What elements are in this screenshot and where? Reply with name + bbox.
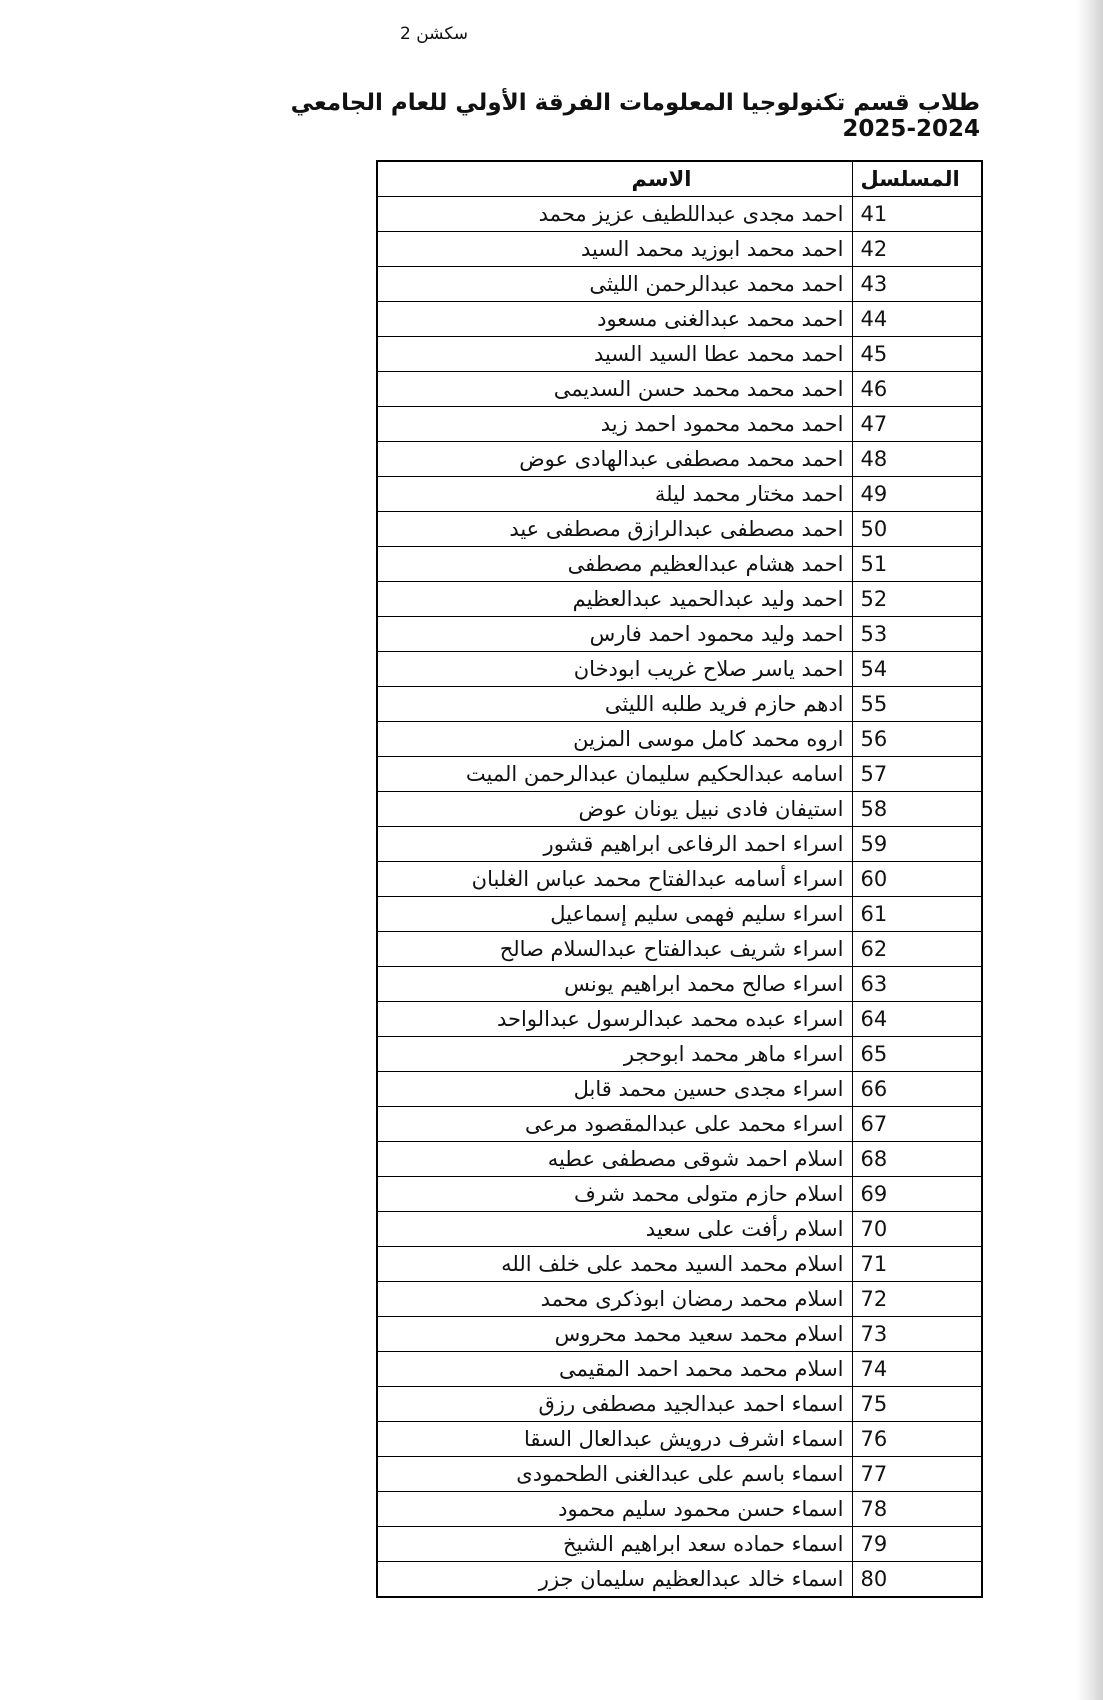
serial-column-header: المسلسل bbox=[852, 161, 982, 197]
table-row bbox=[377, 442, 982, 477]
table-row bbox=[377, 1457, 982, 1492]
student-name-cell: اسراء عبده محمد عبدالرسول عبدالواحد bbox=[377, 1002, 852, 1037]
serial-cell: 59 bbox=[852, 827, 982, 862]
table-row bbox=[377, 337, 982, 372]
table-row bbox=[377, 1107, 982, 1142]
serial-cell: 46 bbox=[852, 372, 982, 407]
table-row bbox=[377, 197, 982, 232]
serial-cell: 53 bbox=[852, 617, 982, 652]
student-table-container bbox=[376, 160, 983, 1598]
student-name-cell: اسماء حماده سعد ابراهيم الشيخ bbox=[377, 1527, 852, 1562]
table-row bbox=[377, 267, 982, 302]
serial-cell: 55 bbox=[852, 687, 982, 722]
student-name-cell: اسراء سليم فهمى سليم إسماعيل bbox=[377, 897, 852, 932]
serial-cell: 73 bbox=[852, 1317, 982, 1352]
serial-cell: 61 bbox=[852, 897, 982, 932]
serial-cell: 64 bbox=[852, 1002, 982, 1037]
table-row bbox=[377, 792, 982, 827]
table-row bbox=[377, 757, 982, 792]
serial-cell: 47 bbox=[852, 407, 982, 442]
table-row bbox=[377, 827, 982, 862]
student-name-cell: اسلام حازم متولى محمد شرف bbox=[377, 1177, 852, 1212]
student-name-cell: اسراء ماهر محمد ابوحجر bbox=[377, 1037, 852, 1072]
student-name-cell: احمد محمد ابوزيد محمد السيد bbox=[377, 232, 852, 267]
table-row bbox=[377, 232, 982, 267]
table-row bbox=[377, 932, 982, 967]
serial-cell: 48 bbox=[852, 442, 982, 477]
serial-cell: 75 bbox=[852, 1387, 982, 1422]
serial-cell: 57 bbox=[852, 757, 982, 792]
serial-cell: 63 bbox=[852, 967, 982, 1002]
student-name-cell: ادهم حازم فريد طلبه الليثى bbox=[377, 687, 852, 722]
table-row bbox=[377, 1072, 982, 1107]
serial-cell: 72 bbox=[852, 1282, 982, 1317]
table-body bbox=[377, 197, 982, 1598]
table-row bbox=[377, 1387, 982, 1422]
table-row bbox=[377, 1212, 982, 1247]
student-name-cell: اسراء صالح محمد ابراهيم يونس bbox=[377, 967, 852, 1002]
table-row bbox=[377, 582, 982, 617]
serial-cell: 77 bbox=[852, 1457, 982, 1492]
student-name-cell: اسراء أسامه عبدالفتاح محمد عباس الغلبان bbox=[377, 862, 852, 897]
table-row bbox=[377, 512, 982, 547]
table-row bbox=[377, 1492, 982, 1527]
student-name-cell: اسماء احمد عبدالجيد مصطفى رزق bbox=[377, 1387, 852, 1422]
serial-cell: 74 bbox=[852, 1352, 982, 1387]
page-edge-shadow bbox=[1077, 0, 1103, 1700]
student-name-cell: اسلام رأفت على سعيد bbox=[377, 1212, 852, 1247]
serial-cell: 69 bbox=[852, 1177, 982, 1212]
serial-cell: 45 bbox=[852, 337, 982, 372]
student-name-cell: احمد ياسر صلاح غريب ابودخان bbox=[377, 652, 852, 687]
table-row bbox=[377, 477, 982, 512]
serial-cell: 70 bbox=[852, 1212, 982, 1247]
serial-cell: 79 bbox=[852, 1527, 982, 1562]
student-name-cell: اسامه عبدالحكيم سليمان عبدالرحمن الميت bbox=[377, 757, 852, 792]
student-name-cell: احمد وليد محمود احمد فارس bbox=[377, 617, 852, 652]
serial-cell: 51 bbox=[852, 547, 982, 582]
table-row bbox=[377, 1002, 982, 1037]
student-name-cell: اسماء اشرف درويش عبدالعال السقا bbox=[377, 1422, 852, 1457]
table-row bbox=[377, 1422, 982, 1457]
table-row bbox=[377, 1317, 982, 1352]
table-row bbox=[377, 617, 982, 652]
student-name-cell: احمد هشام عبدالعظيم مصطفى bbox=[377, 547, 852, 582]
serial-cell: 56 bbox=[852, 722, 982, 757]
serial-cell: 50 bbox=[852, 512, 982, 547]
serial-cell: 49 bbox=[852, 477, 982, 512]
table-row bbox=[377, 407, 982, 442]
student-name-cell: اسلام محمد رمضان ابوذكرى محمد bbox=[377, 1282, 852, 1317]
serial-cell: 78 bbox=[852, 1492, 982, 1527]
student-name-cell: اسماء باسم على عبدالغنى الطحمودى bbox=[377, 1457, 852, 1492]
serial-cell: 66 bbox=[852, 1072, 982, 1107]
table-row bbox=[377, 967, 982, 1002]
serial-cell: 42 bbox=[852, 232, 982, 267]
student-name-cell: اسلام محمد السيد محمد على خلف الله bbox=[377, 1247, 852, 1282]
name-column-header: الاسم bbox=[377, 161, 852, 197]
student-name-cell: اسلام احمد شوقى مصطفى عطيه bbox=[377, 1142, 852, 1177]
serial-cell: 67 bbox=[852, 1107, 982, 1142]
serial-cell: 65 bbox=[852, 1037, 982, 1072]
student-name-cell: احمد محمد عبدالرحمن الليثى bbox=[377, 267, 852, 302]
table-header-row bbox=[377, 161, 982, 197]
serial-cell: 58 bbox=[852, 792, 982, 827]
student-name-cell: اسراء شريف عبدالفتاح عبدالسلام صالح bbox=[377, 932, 852, 967]
serial-cell: 54 bbox=[852, 652, 982, 687]
student-name-cell: احمد محمد محمود احمد زيد bbox=[377, 407, 852, 442]
student-name-cell: اسراء مجدى حسين محمد قابل bbox=[377, 1072, 852, 1107]
student-name-cell: احمد محمد عبدالغنى مسعود bbox=[377, 302, 852, 337]
table-row bbox=[377, 372, 982, 407]
serial-cell: 52 bbox=[852, 582, 982, 617]
student-name-cell: اسماء خالد عبدالعظيم سليمان جزر bbox=[377, 1562, 852, 1598]
table-row bbox=[377, 1037, 982, 1072]
serial-cell: 41 bbox=[852, 197, 982, 232]
student-name-cell: اسماء حسن محمود سليم محمود bbox=[377, 1492, 852, 1527]
student-name-cell: استيفان فادى نبيل يونان عوض bbox=[377, 792, 852, 827]
table-row bbox=[377, 687, 982, 722]
section-label: سكشن 2 bbox=[400, 24, 468, 44]
serial-cell: 68 bbox=[852, 1142, 982, 1177]
student-name-cell: اسلام محمد محمد احمد المقيمى bbox=[377, 1352, 852, 1387]
student-name-cell: اسراء احمد الرفاعى ابراهيم قشور bbox=[377, 827, 852, 862]
student-name-cell: احمد مختار محمد ليلة bbox=[377, 477, 852, 512]
student-name-cell: احمد وليد عبدالحميد عبدالعظيم bbox=[377, 582, 852, 617]
serial-cell: 44 bbox=[852, 302, 982, 337]
table-row bbox=[377, 862, 982, 897]
table-row bbox=[377, 652, 982, 687]
serial-cell: 80 bbox=[852, 1562, 982, 1598]
document-title: طلاب قسم تكنولوجيا المعلومات الفرقة الأولي للعام الجامعي 2024-2025 bbox=[290, 90, 980, 142]
student-name-cell: اروه محمد كامل موسى المزين bbox=[377, 722, 852, 757]
table-row bbox=[377, 1562, 982, 1598]
table-row bbox=[377, 897, 982, 932]
table-row bbox=[377, 547, 982, 582]
serial-cell: 76 bbox=[852, 1422, 982, 1457]
serial-cell: 62 bbox=[852, 932, 982, 967]
table-row bbox=[377, 722, 982, 757]
table-row bbox=[377, 1177, 982, 1212]
student-name-cell: احمد محمد مصطفى عبدالهادى عوض bbox=[377, 442, 852, 477]
student-name-cell: احمد محمد محمد حسن السديمى bbox=[377, 372, 852, 407]
student-name-cell: احمد محمد عطا السيد السيد bbox=[377, 337, 852, 372]
student-name-cell: احمد مصطفى عبدالرازق مصطفى عيد bbox=[377, 512, 852, 547]
student-name-cell: احمد مجدى عبداللطيف عزيز محمد bbox=[377, 197, 852, 232]
table-row bbox=[377, 1142, 982, 1177]
table-row bbox=[377, 1247, 982, 1282]
serial-cell: 60 bbox=[852, 862, 982, 897]
student-table bbox=[376, 160, 983, 1598]
table-row bbox=[377, 1282, 982, 1317]
student-name-cell: اسراء محمد على عبدالمقصود مرعى bbox=[377, 1107, 852, 1142]
table-row bbox=[377, 1352, 982, 1387]
serial-cell: 43 bbox=[852, 267, 982, 302]
table-row bbox=[377, 302, 982, 337]
student-name-cell: اسلام محمد سعيد محمد محروس bbox=[377, 1317, 852, 1352]
serial-cell: 71 bbox=[852, 1247, 982, 1282]
table-row bbox=[377, 1527, 982, 1562]
